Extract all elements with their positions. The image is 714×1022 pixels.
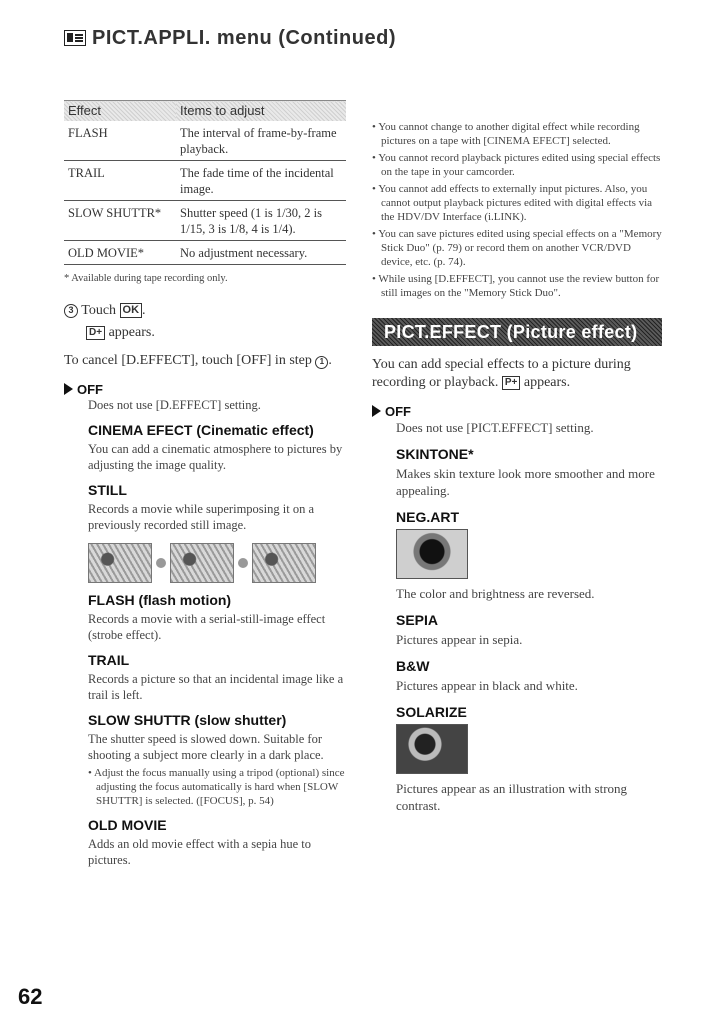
list-item: • You cannot record playback pictures edited using special effects on the tape in your camcorder. [372, 152, 661, 178]
menu-icon [64, 30, 86, 46]
table-footnote: * Available during tape recording only. [64, 272, 228, 284]
step-text: Touch [81, 302, 117, 318]
picture-effect-icon: P+ [502, 376, 521, 390]
effect-item [88, 422, 346, 473]
step-number: 3 [64, 304, 78, 318]
list-item: • While using [D.EFFECT], you cannot use the review button for still images on the "Memory Stick Duo". [372, 273, 660, 299]
ok-button-icon: OK [120, 303, 143, 318]
arrow-icon [156, 558, 166, 568]
list-item: • You cannot add effects to externally input pictures. Also, you cannot output playback pictures edited with digital effects via the HDV/DV Interface (i.LINK). [372, 183, 653, 223]
example-image [252, 543, 316, 583]
table-header-effect: Effect [64, 101, 176, 121]
table-cell: No adjustment necessary. [176, 240, 346, 264]
list-item: • You cannot change to another digital effect while recording pictures on a tape with [CINEMA EFECT] selected. [372, 121, 640, 147]
effect-description: Records a movie while superimposing it on a previously recorded still image. [88, 501, 315, 532]
effect-item [396, 658, 662, 694]
effect-description: Records a picture so that an incidental image like a trail is left. [88, 671, 344, 702]
effect-item [396, 612, 662, 648]
table-row [64, 160, 346, 200]
still-example-images [88, 543, 346, 583]
effect-description: Adds an old movie effect with a sepia hue to pictures. [88, 836, 311, 867]
example-image [170, 543, 234, 583]
page-number: 62 [18, 984, 43, 1009]
effect-description: Makes skin texture look more smoother and more appealing. [396, 466, 655, 498]
effect-title: STILL [88, 481, 127, 498]
effect-item [88, 652, 346, 703]
solarize-example-image [396, 724, 468, 774]
effect-item [88, 592, 346, 643]
section-banner [372, 318, 662, 346]
effect-item [88, 712, 346, 808]
effect-bullet: • Adjust the focus manually using a tripod (optional) since adjusting the focus automatically is hard when [SLOW SHUTTR] is selected. ([FOCUS], p. 54) [88, 766, 345, 807]
table-cell: FLASH [64, 121, 176, 161]
triangle-icon [372, 405, 381, 417]
table-cell: OLD MOVIE* [64, 240, 176, 264]
arrow-icon [238, 558, 248, 568]
cancel-text: To cancel [D.EFFECT], touch [OFF] in step [64, 352, 312, 368]
pict-effect-intro [372, 356, 662, 392]
example-image [88, 543, 152, 583]
effect-title: B&W [396, 658, 430, 674]
off-option [64, 382, 346, 397]
effect-item [88, 482, 346, 583]
effect-description: You can add a cinematic atmosphere to pictures by adjusting the image quality. [88, 441, 343, 472]
effect-description: The shutter speed is slowed down. Suitable for shooting a subject more clearly in a dark place. [88, 731, 324, 762]
effect-item [396, 446, 662, 499]
neg-art-example-image [396, 529, 468, 579]
off-description: Does not use [D.EFFECT] setting. [88, 397, 261, 412]
banner-title: PICT.EFFECT (Picture effect) [384, 321, 638, 342]
cancel-instruction: To cancel [D.EFFECT], touch [OFF] in step 1 . [64, 352, 332, 368]
effect-title: OLD MOVIE [88, 816, 167, 833]
page-title: PICT.APPLI. menu (Continued) [92, 26, 396, 49]
appears-text: appears. [108, 324, 155, 340]
effect-description: Pictures appear in sepia. [396, 632, 523, 647]
intro-tail: appears. [523, 375, 571, 390]
effect-title: TRAIL [88, 651, 130, 668]
table-cell: Shutter speed (1 is 1/30, 2 is 1/15, 3 is 1/8, 4 is 1/4). [176, 200, 346, 240]
triangle-icon [64, 383, 73, 395]
table-row [64, 200, 346, 240]
effect-title: FLASH (flash motion) [88, 591, 232, 608]
off-description: Does not use [PICT.EFFECT] setting. [396, 420, 594, 435]
effect-title: SEPIA [396, 612, 439, 628]
effect-title: SOLARIZE [396, 704, 467, 720]
table-cell: SLOW SHUTTR* [64, 200, 176, 240]
effect-title: CINEMA EFECT (Cinematic effect) [88, 421, 314, 438]
effect-title: NEG.ART [396, 509, 459, 525]
off-option [372, 404, 662, 419]
effect-item [88, 817, 346, 868]
table-header-items: Items to adjust [176, 101, 346, 121]
effect-description: Pictures appear as an illustration with strong contrast. [396, 781, 628, 813]
effect-item [396, 704, 662, 814]
step-3: 3 Touch OK . D+ appears. [64, 302, 346, 342]
effect-description: Pictures appear in black and white. [396, 678, 578, 693]
effects-table [64, 100, 346, 265]
effect-item [396, 509, 662, 602]
left-column [64, 100, 346, 868]
d-effect-icon: D+ [86, 326, 105, 340]
table-cell: The fade time of the incidental image. [176, 160, 346, 200]
off-label: OFF [385, 404, 411, 419]
effect-title: SLOW SHUTTR (slow shutter) [88, 711, 287, 728]
notes-list [372, 120, 662, 300]
effect-description: Records a movie with a serial-still-image effect (strobe effect). [88, 611, 326, 642]
table-row [64, 121, 346, 161]
table-cell: The interval of frame-by-frame playback. [176, 121, 346, 161]
effect-title: SKINTONE* [396, 446, 474, 462]
right-column [372, 120, 662, 814]
off-label: OFF [77, 381, 103, 397]
list-item: • You can save pictures edited using special effects on a "Memory Stick Duo" (p. 79) or record them on another VCR/DVD device, etc. (p. 74). [372, 228, 662, 268]
table-row [64, 240, 346, 264]
step-number: 1 [315, 356, 328, 369]
table-cell: TRAIL [64, 160, 176, 200]
effect-description: The color and brightness are reversed. [396, 586, 595, 601]
page-header [64, 26, 396, 50]
intro-text: You can add special effects to a picture during recording or playback. [372, 357, 631, 390]
